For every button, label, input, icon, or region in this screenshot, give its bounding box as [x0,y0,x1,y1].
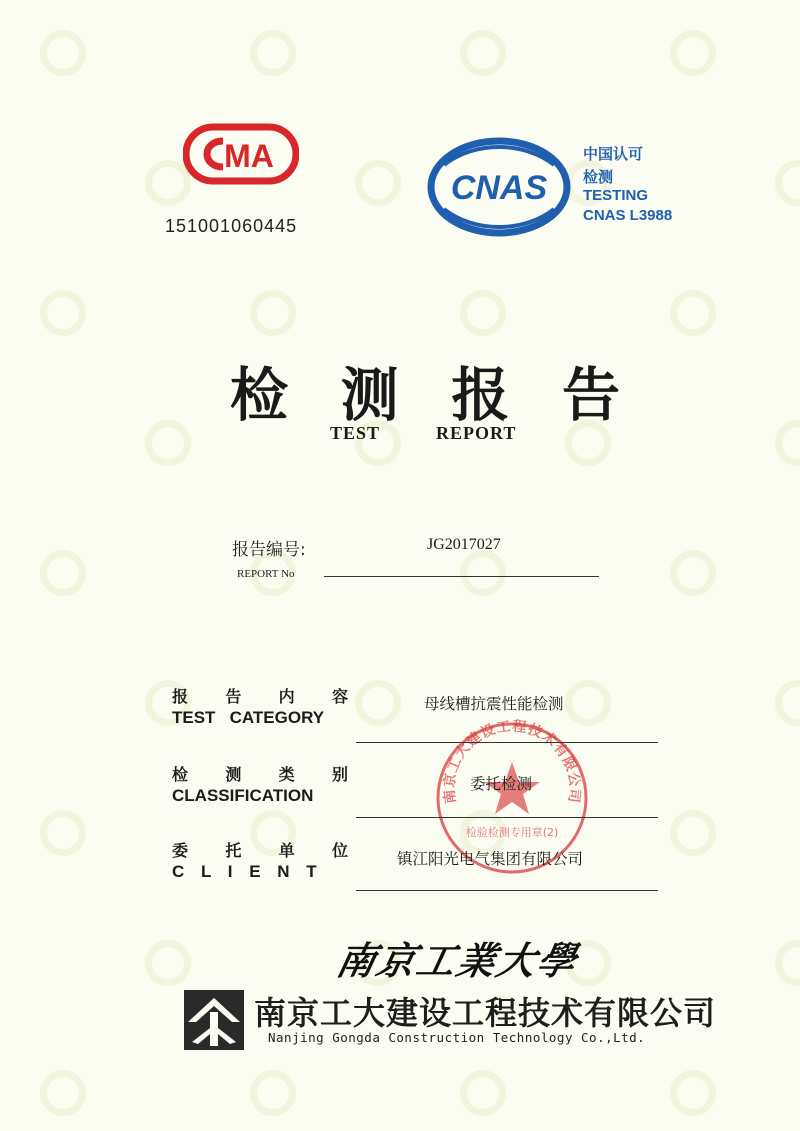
test-category-label-en: TEST CATEGORY [172,708,325,727]
watermark-ring [355,680,401,726]
watermark-ring [355,160,401,206]
classification-value: 委托检测 [470,775,533,793]
label-char: 别 [331,765,348,784]
report-number-underline [324,576,599,577]
classification-label [172,762,348,785]
label-char: 测 [225,765,242,784]
label-char: 托 [225,841,242,860]
test-category-label [172,684,348,707]
label-char: 检 [172,765,189,784]
label-char: 告 [225,687,242,706]
title-en-report: REPORT [436,423,517,443]
cnas-line-2: 检测 [583,169,614,186]
label-char: 委 [172,841,189,860]
watermark-ring [145,940,191,986]
report-number-label: 报告编号: [232,540,306,560]
label-char: 类 [278,765,295,784]
cnas-line-4: CNAS L3988 [583,207,673,224]
seal-subtext: 检验检测专用章(2) [465,826,559,839]
watermark-ring [670,1070,716,1116]
label-char: 位 [331,841,348,860]
title-char: 测 [340,361,399,429]
watermark-ring [40,810,86,856]
classification-underline [356,817,658,818]
client-label-en: C L I E N T [172,862,323,881]
client-underline [356,890,658,891]
watermark-ring [775,160,800,206]
watermark-ring [250,30,296,76]
title-char: 告 [561,361,620,429]
watermark-ring [40,30,86,76]
watermark-ring [460,1070,506,1116]
watermark-ring [775,940,800,986]
watermark-ring [145,420,191,466]
title-char: 报 [451,361,510,429]
client-value: 镇江阳光电气集团有限公司 [397,850,584,868]
watermark-ring [460,30,506,76]
document-title [230,348,620,432]
title-en-test: TEST [330,423,381,443]
watermark-ring [670,30,716,76]
university-signature: 南京工業大學 [332,938,583,983]
cnas-logo-text: CNAS [450,169,548,207]
watermark-ring [670,810,716,856]
cnas-logo [424,135,574,239]
watermark-ring [250,1070,296,1116]
cma-logo [183,123,299,185]
watermark-ring [670,290,716,336]
test-category-underline [356,742,658,743]
label-char: 内 [278,687,295,706]
label-char: 单 [278,841,295,860]
company-name-en: Nanjing Gongda Construction Technology Co.,Ltd. [268,1030,646,1045]
cnas-line-1: 中国认可 [583,146,644,163]
cnas-line-3: TESTING [583,187,649,204]
title-char: 检 [230,361,289,429]
watermark-ring [250,290,296,336]
label-char: 报 [172,687,189,706]
watermark-ring [40,550,86,596]
report-number-value: JG2017027 [427,536,501,553]
watermark-ring [460,550,506,596]
watermark-ring [40,1070,86,1116]
client-label [172,838,348,861]
classification-label-en: CLASSIFICATION [172,786,314,805]
seal-text: 南京工大建设工程技术有限公司 [441,718,583,805]
cma-number: 151001060445 [165,216,298,236]
watermark-ring [40,290,86,336]
watermark-ring [460,290,506,336]
watermark-ring [775,420,800,466]
watermark-ring [670,550,716,596]
label-char: 容 [331,687,348,706]
watermark-ring [775,680,800,726]
company-name-cn: 南京工大建设工程技术有限公司 [254,994,717,1032]
report-number-label-en: REPORT No [237,568,295,580]
cma-logo-text: MA [224,138,274,174]
test-category-value: 母线槽抗震性能检测 [424,695,564,713]
company-logo [182,988,246,1052]
